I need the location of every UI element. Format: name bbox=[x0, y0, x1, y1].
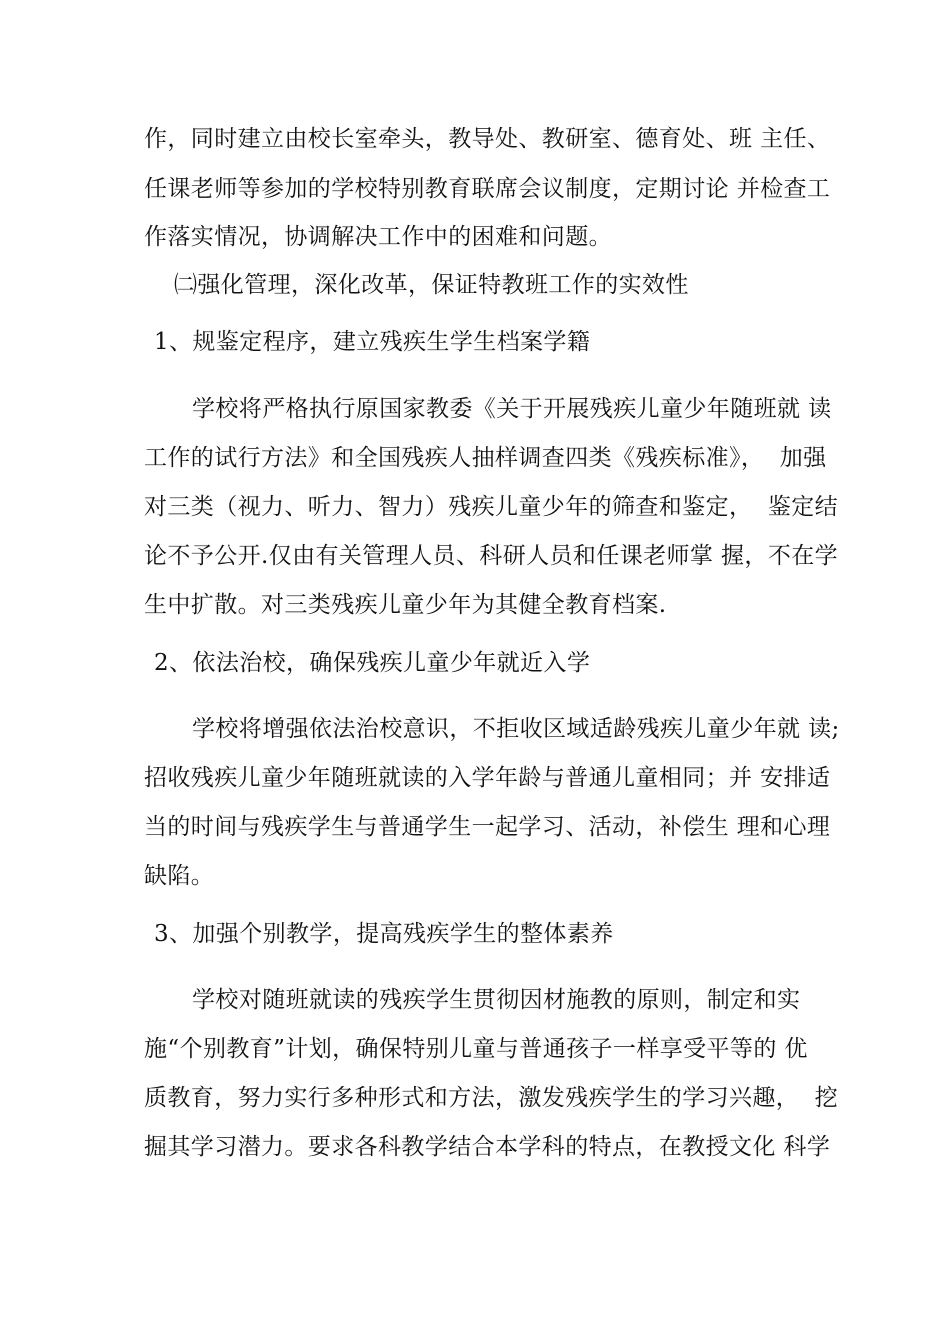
paragraph-line: 生中扩散。对三类残疾儿童少年为其健全教育档案. bbox=[144, 592, 667, 618]
paragraph-line: 当的时间与残疾学生与普通学生一起学习、活动，补偿生 理和心理 bbox=[144, 814, 831, 840]
paragraph-line: 质教育，努力实行多种形式和方法，激发残疾学生的学习兴趣， 挖 bbox=[144, 1085, 839, 1111]
paragraph-line: 作，同时建立由校长室牵头，教导处、教研室、德育处、班 主任、 bbox=[144, 126, 831, 152]
paragraph-line: 缺陷。 bbox=[144, 863, 215, 889]
item-heading-2: 2、依法治校，确保残疾儿童少年就近入学 bbox=[154, 650, 591, 676]
paragraph-line: 掘其学习潜力。要求各科教学结合本学科的特点，在教授文化 科学 bbox=[144, 1134, 831, 1160]
paragraph-line: 对三类（视力、听力、智力）残疾儿童少年的筛查和鉴定， 鉴定结 bbox=[144, 494, 839, 520]
paragraph-line: 工作的试行方法》和全国残疾人抽样调查四类《残疾标准》， 加强 bbox=[144, 445, 827, 471]
paragraph-line: 任课老师等参加的学校特别教育联席会议制度，定期讨论 并检查工 bbox=[144, 176, 831, 202]
item-heading-3: 3、加强个别教学，提高残疾学生的整体素养 bbox=[154, 921, 614, 947]
paragraph-line: 学校将严格执行原国家教委《关于开展残疾儿童少年随班就 读 bbox=[192, 396, 832, 422]
paragraph-line: 招收残疾儿童少年随班就读的入学年龄与普通儿童相同；并 安排适 bbox=[144, 765, 831, 791]
section-heading: ㈡强化管理，深化改革，保证特教班工作的实效性 bbox=[174, 272, 689, 298]
paragraph-line: 施“个别教育”计划，确保特别儿童与普通孩子一样享受平等的 优 bbox=[144, 1036, 808, 1062]
paragraph-line: 论不予公开.仅由有关管理人员、科研人员和任课老师掌 握，不在学 bbox=[144, 543, 839, 569]
paragraph-line: 作落实情况，协调解决工作中的困难和问题。 bbox=[144, 224, 612, 250]
item-heading-1: 1、规鉴定程序，建立残疾生学生档案学籍 bbox=[154, 329, 591, 355]
paragraph-line: 学校将增强依法治校意识，不拒收区域适龄残疾儿童少年就 读; bbox=[192, 716, 840, 742]
paragraph-line: 学校对随班就读的残疾学生贯彻因材施教的原则，制定和实 bbox=[192, 987, 801, 1013]
